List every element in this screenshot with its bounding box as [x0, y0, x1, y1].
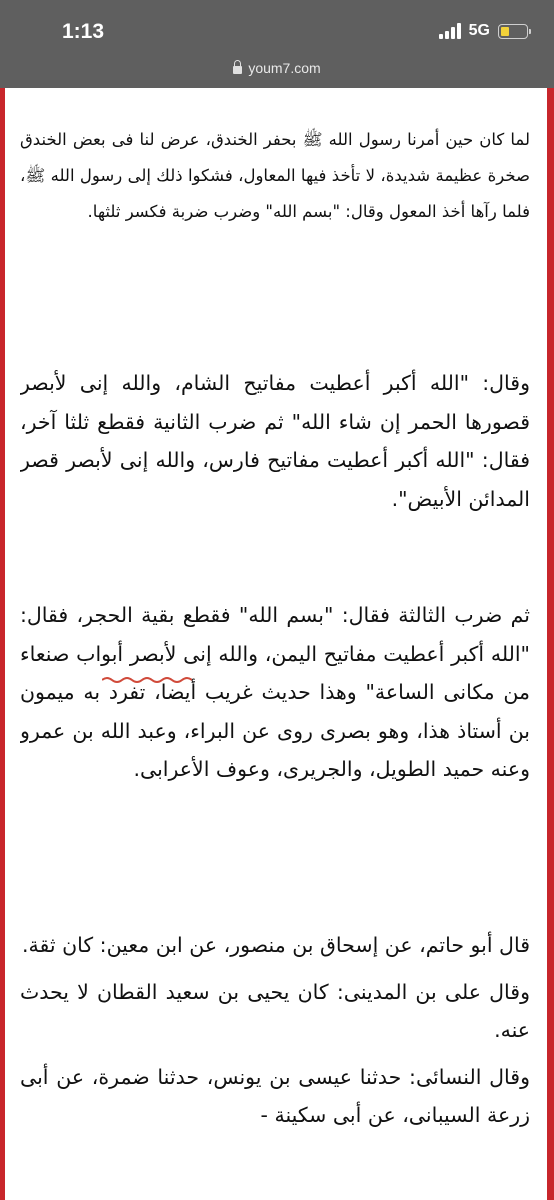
article-paragraph-6: وقال النسائى: حدثنا عيسى بن يونس، حدثنا ضمرة، عن أبى زرعة السيبانى، عن أبى سكينة -: [20, 1064, 530, 1127]
status-time: 1:13: [62, 20, 105, 43]
network-type: 5G: [468, 22, 490, 39]
article-paragraph-1: لما كان حين أمرنا رسول الله ﷺ بحفر الخندق، عرض لنا فى بعض الخندق صخرة عظيمة شديدة، لا تأخذ فيها المعاول، فشكوا ذلك إلى رسول الله ﷺ، فلما رآها أخذ المعول وقال: "بسم الله" وضرب ضربة فكسر ثلثها.: [20, 130, 530, 221]
status-bar: [0, 0, 554, 48]
signal-icon: [439, 23, 461, 39]
status-icons: [439, 22, 528, 40]
article-paragraph-4: قال أبو حاتم، عن إسحاق بن منصور، عن ابن معين: كان ثقة.: [21, 933, 530, 957]
article-paragraph-2: وقال: "الله أكبر أعطيت مفاتيح الشام، والله إنى لأبصر قصورها الحمر إن شاء الله" ثم ضرب الثانية فقطع ثلثا آخر، فقال: "الله أكبر أعطيت مفاتيح فارس، والله إنى لأبصر قصر المدائن الأبيض".: [20, 371, 530, 511]
right-accent-border: [547, 88, 554, 1200]
left-accent-border: [0, 88, 5, 1200]
spellcheck-underline-icon: [102, 676, 192, 684]
lock-icon: [233, 66, 242, 74]
address-bar[interactable]: [0, 48, 554, 88]
article-body: [20, 88, 530, 1200]
url-text: youm7.com: [248, 60, 321, 76]
article-lower-block: [20, 926, 530, 1135]
article-paragraph-5: وقال على بن المدينى: كان يحيى بن سعيد القطان لا يحدث عنه.: [20, 979, 530, 1042]
article-paragraph-3: ثم ضرب الثالثة فقال: "بسم الله" فقطع بقية الحجر، فقال: "الله أكبر أعطيت مفاتيح اليمن، والله إنى لأبصر أبواب صنعاء من مكانى الساعة" وهذا حديث غريب أيضا، تفرد به ميمون بن أستاذ هذا، وهو بصرى روى عن البراء، وعبد الله بن عمرو وعنه حميد الطويل، والجريرى، وعوف الأعرابى.: [20, 603, 530, 781]
battery-icon: [498, 24, 528, 39]
